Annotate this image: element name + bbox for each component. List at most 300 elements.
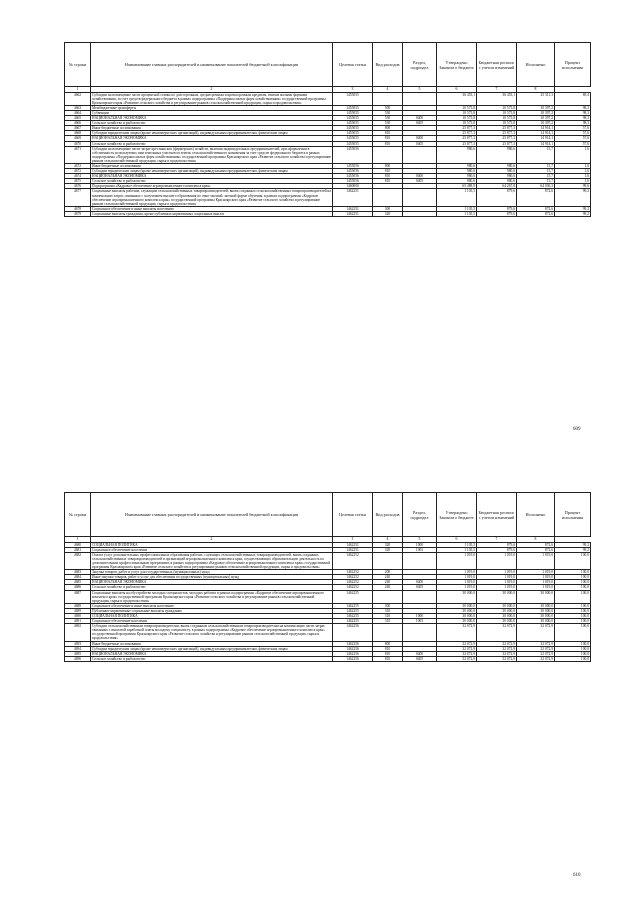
section-cell: 0400 xyxy=(403,136,437,141)
expense-type-cell: 810 xyxy=(373,136,403,141)
executed-cell: 32 072,9 xyxy=(517,651,555,656)
approved-cell: 10 575,8 xyxy=(437,110,477,115)
header-cell: Раздел, подраздел xyxy=(403,43,437,87)
target-article-cell: 1462251 xyxy=(333,189,373,206)
target-article-cell: 1455055 xyxy=(333,131,373,136)
approved-cell: 32 072,9 xyxy=(437,624,477,641)
budget-schedule-cell: 10 575,8 xyxy=(477,116,517,121)
index-cell: 3 xyxy=(333,537,373,543)
executed-cell: 14 914,1 xyxy=(517,136,555,141)
budget-schedule-cell: 36 453,1 xyxy=(477,92,517,105)
percent-cell: 100,0 xyxy=(555,590,591,603)
percent-cell: 1,6 xyxy=(555,169,591,174)
expense-type-cell: 800 xyxy=(373,126,403,131)
header-cell: Наименование главных распорядителей и наименование показателей бюджетной классификации xyxy=(91,43,333,87)
percent-cell: 100,0 xyxy=(555,608,591,613)
expense-type-cell: 320 xyxy=(373,547,403,552)
executed-cell: 30 000,0 xyxy=(517,608,555,613)
percent-cell: 57,6 xyxy=(555,141,591,146)
section-cell: 0405 xyxy=(403,656,437,661)
row-number-cell: 4668 xyxy=(65,131,91,136)
target-article-cell: 1462255 xyxy=(333,608,373,613)
index-cell: 8 xyxy=(517,537,555,543)
executed-cell: 1 019,0 xyxy=(517,552,555,569)
row-number-cell: 4693 xyxy=(65,641,91,646)
row-number-cell: 4665 xyxy=(65,116,91,121)
percent-cell: 100,0 xyxy=(555,552,591,569)
percent-cell: 98,3 xyxy=(555,105,591,110)
row-name-cell: Иные бюджетные ассигнования xyxy=(91,641,333,646)
approved-cell: 1 105,5 xyxy=(437,547,477,552)
percent-cell: 100,0 xyxy=(555,570,591,575)
budget-schedule-cell: 10 575,8 xyxy=(477,105,517,110)
executed-cell: 1 019,0 xyxy=(517,570,555,575)
expense-type-cell: 810 xyxy=(373,174,403,179)
executed-cell: 872,6 xyxy=(517,206,555,211)
header-cell: Наименование главных распорядителей и наименование показателей бюджетной классификации xyxy=(91,493,333,537)
header-cell: Целевая статья xyxy=(333,43,373,87)
page-number: 610 xyxy=(573,873,581,878)
executed-cell: 30 000,0 xyxy=(517,619,555,624)
approved-cell: 30 000,0 xyxy=(437,603,477,608)
row-number-cell: 4666 xyxy=(65,121,91,126)
expense-type-cell xyxy=(373,146,403,163)
percent-cell: 100,0 xyxy=(555,575,591,580)
budget-schedule-cell: 32 072,9 xyxy=(477,646,517,651)
section-cell xyxy=(403,590,437,603)
percent-cell: 100,0 xyxy=(555,603,591,608)
budget-schedule-cell: 980,6 xyxy=(477,164,517,169)
row-number-cell: 4679 xyxy=(65,211,91,216)
target-article-cell: 1455055 xyxy=(333,92,373,105)
target-article-cell: 1462252 xyxy=(333,585,373,590)
expense-type-cell: 530 xyxy=(373,116,403,121)
target-article-cell: 1455056 xyxy=(333,169,373,174)
row-name-cell: Субсидии на возмещение части процентной ставки по долгосрочным, среднесрочным и краткосрочным кредитам, взятым малыми формами хозяйствования, за счет средств федерального бюджета в рамках подпрограммы «Поддержка малых форм хозяйствования» государственной программы Красноярского края «Развитие сельского хозяйства и регулирование рынков сельскохозяйственной продукции, сырья и продовольствия» xyxy=(91,92,333,105)
row-number-cell: 4675 xyxy=(65,179,91,184)
executed-cell: 32 072,9 xyxy=(517,646,555,651)
row-number-cell: 4687 xyxy=(65,590,91,603)
expense-type-cell xyxy=(373,189,403,206)
executed-cell: 15,7 xyxy=(517,174,555,179)
executed-cell: 30 000,0 xyxy=(517,614,555,619)
executed-cell: 872,6 xyxy=(517,189,555,206)
table-row xyxy=(65,189,591,206)
approved-cell: 25 877,3 xyxy=(437,136,477,141)
approved-cell: 30 000,0 xyxy=(437,590,477,603)
row-number-cell: 4694 xyxy=(65,646,91,651)
table-row xyxy=(65,590,591,603)
row-number-cell: 4678 xyxy=(65,206,91,211)
approved-cell: 1 105,5 xyxy=(437,189,477,206)
target-article-cell: 1462256 xyxy=(333,646,373,651)
approved-cell: 1 105,5 xyxy=(437,211,477,216)
target-article-cell: 1455055 xyxy=(333,116,373,121)
approved-cell: 30 000,0 xyxy=(437,619,477,624)
executed-cell: 872,6 xyxy=(517,547,555,552)
expense-type-cell: 810 xyxy=(373,646,403,651)
approved-cell: 32 072,9 xyxy=(437,646,477,651)
table-row xyxy=(65,92,591,105)
percent-cell: 57,6 xyxy=(555,131,591,136)
target-article-cell: 1462252 xyxy=(333,575,373,580)
executed-cell: 15,7 xyxy=(517,146,555,163)
row-number-cell: 4686 xyxy=(65,585,91,590)
target-article-cell: 1462256 xyxy=(333,624,373,641)
expense-type-cell xyxy=(373,552,403,569)
row-name-cell: Оплата услуг дополнительных профессиональных образования рабочих, служащих сельскохозяйственных товаропроизводителей, вновь созданных сельскохозяйственных товаропроизводителей и организаций агропромышленного комплекса края, осуществляющих образовательную деятельность по дополнительным профессиональным программам, в рамках подпрограммы «Кадровое обеспечение агропромышленного комплекса края» государственной программы Красноярского края «Развитие сельского хозяйства и регулирование рынков сельскохозяйственной продукции, сырья и продовольствия» xyxy=(91,552,333,569)
header-cell: Раздел, подраздел xyxy=(403,493,437,537)
target-article-cell: 1455055 xyxy=(333,126,373,131)
row-name-cell: Субсидии юридическим лицам (кроме некоммерческих организаций), индивидуальным предпринимателям, физическим лицам xyxy=(91,646,333,651)
percent-cell: 98,3 xyxy=(555,110,591,115)
section-cell xyxy=(403,189,437,206)
row-name-cell: Субсидии на возмещение части затрат крестьянских (фермерских) хозяйств, включая индивидуальных предпринимателей, при оформлении в собственность используемых ими земельных участков из земель сельскохозяйственного назначения за счет средств федерального бюджета в рамках подпрограммы «Поддержка малых форм хозяйствования» государственной программы Красноярского края «Развитие сельского хозяйства и регулирование рынков сельскохозяйственной продукции, сырья и продовольствия» xyxy=(92,146,332,163)
row-number-cell: 4664 xyxy=(65,110,91,115)
target-article-cell: 1462251 xyxy=(333,547,373,552)
executed-cell: 14 914,1 xyxy=(517,141,555,146)
target-article-cell: 1455056 xyxy=(333,174,373,179)
row-name-cell: Социальное обеспечение населения xyxy=(91,547,333,552)
approved-cell: 25 877,3 xyxy=(437,131,477,136)
row-number-cell: 4673 xyxy=(65,169,91,174)
index-cell: 5 xyxy=(403,87,437,93)
budget-schedule-cell: 980,6 xyxy=(477,169,517,174)
header-cell: № строки xyxy=(65,493,91,537)
budget-schedule-cell: 879,6 xyxy=(477,547,517,552)
row-number-cell: 4676 xyxy=(65,184,91,189)
percent-cell: 100,0 xyxy=(555,651,591,656)
row-name-cell: Социальные выплаты на обустройство молодых специалистов, молодых рабочих в рамках подпрограммы «Кадровое обеспечение агропромышленного комплекса края» государственной программы Красноярского края «Развитие сельского хозяйства и регулирование рынков сельскохозяйственной продукции, сырья и продовольствия» xyxy=(91,590,333,603)
section-cell: 0405 xyxy=(403,585,437,590)
section-cell xyxy=(403,211,437,216)
expense-type-cell: 810 xyxy=(373,131,403,136)
approved-cell: 30 000,0 xyxy=(437,608,477,613)
executed-cell: 1 019,0 xyxy=(517,575,555,580)
expense-type-cell: 300 xyxy=(373,206,403,211)
row-name-cell: НАЦИОНАЛЬНАЯ ЭКОНОМИКА xyxy=(91,116,333,121)
target-article-cell: 1455056 xyxy=(333,164,373,169)
expense-type-cell: 810 xyxy=(373,169,403,174)
expense-type-cell: 320 xyxy=(373,211,403,216)
approved-cell: 1 019,0 xyxy=(437,570,477,575)
approved-cell: 32 072,9 xyxy=(437,656,477,661)
percent-cell: 1,6 xyxy=(555,179,591,184)
executed-cell: 15,7 xyxy=(517,164,555,169)
budget-schedule-cell: 30 000,0 xyxy=(477,603,517,608)
budget-schedule-cell: 1 019,0 xyxy=(477,580,517,585)
executed-cell: 32 072,9 xyxy=(517,656,555,661)
index-cell: 3 xyxy=(333,87,373,93)
row-number-cell: 4684 xyxy=(65,575,91,580)
approved-cell: 10 575,8 xyxy=(437,121,477,126)
approved-cell: 980,6 xyxy=(437,146,477,163)
header-cell: Бюджетная роспись с учетом изменений xyxy=(477,43,517,87)
row-number-cell: 4688 xyxy=(65,603,91,608)
table-body xyxy=(65,92,591,216)
approved-cell: 1 019,0 xyxy=(437,585,477,590)
target-article-cell: 1462256 xyxy=(333,656,373,661)
row-name-cell: Социальное обеспечение населения xyxy=(91,619,333,624)
percent-cell: 99,2 xyxy=(555,547,591,552)
index-cell: 7 xyxy=(477,537,517,543)
row-number-cell: 4689 xyxy=(65,608,91,613)
expense-type-cell: 300 xyxy=(373,603,403,608)
budget-schedule-cell: 30 000,0 xyxy=(477,590,517,603)
row-number-cell: 4695 xyxy=(65,651,91,656)
budget-schedule-cell: 25 877,3 xyxy=(477,131,517,136)
expense-type-cell: 810 xyxy=(373,179,403,184)
percent-cell: 99,2 xyxy=(555,542,591,547)
row-name-cell: Закупка товаров, работ и услуг для государственных (муниципальных) нужд xyxy=(91,570,333,575)
table-row xyxy=(65,656,591,661)
header-cell: Исполнено xyxy=(517,43,555,87)
approved-cell: 980,6 xyxy=(437,169,477,174)
percent-cell: 98,3 xyxy=(555,121,591,126)
row-number-cell: 4667 xyxy=(65,126,91,131)
budget-schedule-cell: 32 072,9 xyxy=(477,624,517,641)
section-cell: 0400 xyxy=(403,651,437,656)
section-cell xyxy=(403,146,437,163)
budget-schedule-cell: 1 019,0 xyxy=(477,552,517,569)
expense-type-cell: 240 xyxy=(373,575,403,580)
target-article-cell: 1462255 xyxy=(333,614,373,619)
index-cell: 4 xyxy=(373,87,403,93)
executed-cell: 25 311,3 xyxy=(517,92,555,105)
percent-cell: 57,6 xyxy=(555,126,591,131)
executed-cell: 32 072,9 xyxy=(517,641,555,646)
row-number-cell: 4670 xyxy=(65,141,91,146)
expense-type-cell: 310 xyxy=(373,608,403,613)
index-cell: 6 xyxy=(437,87,477,93)
approved-cell: 32 072,9 xyxy=(437,641,477,646)
approved-cell: 10 575,8 xyxy=(437,116,477,121)
target-article-cell: 1460000 xyxy=(333,184,373,189)
expense-type-cell xyxy=(373,92,403,105)
table-row xyxy=(65,624,591,641)
header-cell: Утверждено Законом о бюджете xyxy=(437,43,477,87)
executed-cell: 1 019,0 xyxy=(517,585,555,590)
approved-cell: 25 877,3 xyxy=(437,141,477,146)
budget-schedule-cell: 980,6 xyxy=(477,174,517,179)
executed-cell: 10 397,2 xyxy=(517,105,555,110)
row-name-cell: НАЦИОНАЛЬНАЯ ЭКОНОМИКА xyxy=(91,174,333,179)
expense-type-cell: 240 xyxy=(373,585,403,590)
section-cell: 1003 xyxy=(403,619,437,624)
row-name-cell: Сельское хозяйство и рыболовство xyxy=(91,585,333,590)
row-number-cell: 4662 xyxy=(65,92,91,105)
row-name-cell: Социальное обеспечение и иные выплаты населению xyxy=(91,206,333,211)
target-article-cell: 1462251 xyxy=(333,542,373,547)
expense-type-cell: 530 xyxy=(373,121,403,126)
percent-cell: 100,0 xyxy=(555,585,591,590)
row-name-cell: Иные бюджетные ассигнования xyxy=(91,126,333,131)
expense-type-cell: 800 xyxy=(373,164,403,169)
row-number-cell: 4663 xyxy=(65,105,91,110)
budget-schedule-cell: 32 072,9 xyxy=(477,656,517,661)
header-row xyxy=(65,493,591,537)
approved-cell: 1 019,0 xyxy=(437,552,477,569)
row-name-cell: НАЦИОНАЛЬНАЯ ЭКОНОМИКА xyxy=(91,651,333,656)
target-article-cell: 1462255 xyxy=(333,619,373,624)
section-cell: 0405 xyxy=(403,179,437,184)
expense-type-cell: 310 xyxy=(373,619,403,624)
approved-cell: 1 105,5 xyxy=(437,206,477,211)
index-cell: 4 xyxy=(373,537,403,543)
percent-cell: 100,0 xyxy=(555,614,591,619)
table-body xyxy=(65,542,591,661)
row-number-cell: 4677 xyxy=(65,189,91,206)
budget-schedule-cell: 10 575,8 xyxy=(477,110,517,115)
row-name-cell: НАЦИОНАЛЬНАЯ ЭКОНОМИКА xyxy=(91,580,333,585)
expense-type-cell: 810 xyxy=(373,656,403,661)
index-cell: 2 xyxy=(91,87,333,93)
row-number-cell: 4692 xyxy=(65,624,91,641)
percent-cell: 100,0 xyxy=(555,624,591,641)
executed-cell: 15,7 xyxy=(517,169,555,174)
section-cell: 1003 xyxy=(403,547,437,552)
percent-cell: 100,0 xyxy=(555,580,591,585)
percent-cell: 98,3 xyxy=(555,116,591,121)
header-cell: Бюджетная роспись с учетом изменений xyxy=(477,493,517,537)
target-article-cell: 1462252 xyxy=(333,570,373,575)
budget-schedule-cell: 980,6 xyxy=(477,146,517,163)
target-article-cell: 1455056 xyxy=(333,146,373,163)
section-cell xyxy=(403,624,437,641)
budget-schedule-cell: 879,6 xyxy=(477,542,517,547)
row-name-cell: Межбюджетные трансферты xyxy=(91,105,333,110)
approved-cell: 1 019,0 xyxy=(437,575,477,580)
executed-cell: 872,6 xyxy=(517,542,555,547)
index-cell: 5 xyxy=(403,537,437,543)
budget-schedule-cell: 64 267,8 xyxy=(477,184,517,189)
target-article-cell: 1455056 xyxy=(333,179,373,184)
budget-schedule-cell: 1 019,0 xyxy=(477,575,517,580)
budget-schedule-cell: 1 019,0 xyxy=(477,570,517,575)
row-name-cell: Публичные нормативные социальные выплаты гражданам xyxy=(91,608,333,613)
target-article-cell: 1455055 xyxy=(333,121,373,126)
target-article-cell: 1462256 xyxy=(333,641,373,646)
row-name-cell: Иные бюджетные ассигнования xyxy=(91,164,333,169)
percent-cell: 99,6 xyxy=(555,184,591,189)
expense-type-cell: 810 xyxy=(373,141,403,146)
row-name-cell: СОЦИАЛЬНАЯ ПОЛИТИКА xyxy=(91,542,333,547)
row-name-cell: Субсидии сельскохозяйственным товаропроизводителям, вновь созданным сельскохозяйственным товаропроизводителям на компенсацию части затрат, связанных с выплатой заработной платы молодому специалисту, в рамках подпрограммы «Кадровое обеспечение агропромышленного комплекса края» государственной программы Красноярского края «Развитие сельского хозяйства и регулирование рынков сельскохозяйственной продукции, сырья и продовольствия» xyxy=(91,624,333,641)
page-number: 609 xyxy=(573,427,581,432)
header-cell: Вид расходов xyxy=(373,43,403,87)
row-name-cell: Сельское хозяйство и рыболовство xyxy=(91,179,333,184)
index-cell: 8 xyxy=(517,87,555,93)
budget-schedule-cell: 1 019,0 xyxy=(477,585,517,590)
table-row xyxy=(65,211,591,216)
section-cell xyxy=(403,552,437,569)
section-cell xyxy=(403,92,437,105)
row-name-cell: Субсидии юридическим лицам (кроме некоммерческих организаций), индивидуальным предпринимателям, физическим лицам xyxy=(91,169,333,174)
budget-schedule-cell: 879,6 xyxy=(477,206,517,211)
table-row xyxy=(65,552,591,569)
percent-cell: 99,2 xyxy=(555,206,591,211)
percent-cell: 69,4 xyxy=(555,92,591,105)
row-number-cell: 4671 xyxy=(65,146,91,163)
index-cell: 7 xyxy=(477,87,517,93)
section-cell: 0400 xyxy=(403,580,437,585)
executed-cell: 10 397,2 xyxy=(517,121,555,126)
approved-cell: 65 488,9 xyxy=(437,184,477,189)
budget-table-page-610 xyxy=(64,492,591,662)
approved-cell: 980,6 xyxy=(437,174,477,179)
table-row xyxy=(65,146,591,163)
percent-cell: 100,0 xyxy=(555,619,591,624)
expense-type-cell: 530 xyxy=(373,110,403,115)
row-name-cell: Подпрограмма «Кадровое обеспечение агропромышленного комплекса края» xyxy=(91,184,333,189)
row-number-cell: 4682 xyxy=(65,552,91,569)
target-article-cell: 1462255 xyxy=(333,603,373,608)
executed-cell: 32 072,9 xyxy=(517,624,555,641)
budget-schedule-cell: 32 072,9 xyxy=(477,651,517,656)
executed-cell: 30 000,0 xyxy=(517,603,555,608)
percent-cell: 1,6 xyxy=(555,174,591,179)
section-cell: 1000 xyxy=(403,614,437,619)
section-cell: 0405 xyxy=(403,141,437,146)
expense-type-cell: 320 xyxy=(373,542,403,547)
row-number-cell: 4690 xyxy=(65,614,91,619)
executed-cell: 30 000,0 xyxy=(517,590,555,603)
header-cell: Утверждено Законом о бюджете xyxy=(437,493,477,537)
executed-cell: 14 914,1 xyxy=(517,131,555,136)
percent-cell: 99,2 xyxy=(555,211,591,216)
row-number-cell: 4674 xyxy=(65,174,91,179)
section-cell: 0405 xyxy=(403,121,437,126)
approved-cell: 25 877,3 xyxy=(437,126,477,131)
expense-type-cell xyxy=(373,590,403,603)
budget-schedule-cell: 25 877,3 xyxy=(477,126,517,131)
row-number-cell: 4672 xyxy=(65,164,91,169)
target-article-cell: 1462251 xyxy=(333,206,373,211)
row-number-cell: 4691 xyxy=(65,619,91,624)
expense-type-cell: 800 xyxy=(373,641,403,646)
row-number-cell: 4683 xyxy=(65,570,91,575)
budget-schedule-cell: 980,6 xyxy=(477,179,517,184)
row-name-cell: Сельское хозяйство и рыболовство xyxy=(91,656,333,661)
expense-type-cell: 310 xyxy=(373,614,403,619)
row-name-cell: Социальное обеспечение и иные выплаты населению xyxy=(91,603,333,608)
budget-schedule-cell: 879,6 xyxy=(477,211,517,216)
approved-cell: 1 105,5 xyxy=(437,542,477,547)
row-name-cell: Иные закупки товаров, работ и услуг для обеспечения государственных (муниципальных) нужд xyxy=(91,575,333,580)
row-name-cell: НАЦИОНАЛЬНАЯ ЭКОНОМИКА xyxy=(91,136,333,141)
executed-cell: 10 397,2 xyxy=(517,116,555,121)
approved-cell: 980,6 xyxy=(437,179,477,184)
percent-cell: 57,6 xyxy=(555,136,591,141)
budget-schedule-cell: 25 877,3 xyxy=(477,136,517,141)
target-article-cell: 1455055 xyxy=(333,141,373,146)
approved-cell: 36 453,1 xyxy=(437,92,477,105)
header-cell: Вид расходов xyxy=(373,493,403,537)
executed-cell: 14 914,1 xyxy=(517,126,555,131)
expense-type-cell: 200 xyxy=(373,570,403,575)
budget-schedule-cell: 25 877,3 xyxy=(477,141,517,146)
budget-schedule-cell: 30 000,0 xyxy=(477,619,517,624)
target-article-cell: 1455055 xyxy=(333,110,373,115)
expense-type-cell: 500 xyxy=(373,105,403,110)
header-cell: Исполнено xyxy=(517,493,555,537)
target-article-cell: 1455055 xyxy=(333,105,373,110)
row-number-cell: 4669 xyxy=(65,136,91,141)
index-cell: 2 xyxy=(91,537,333,543)
target-article-cell: 1462251 xyxy=(333,211,373,216)
row-name-cell: Социальные выплаты рабочим, служащим сельскохозяйственных товаропроизводителей, вновь созданных сельскохозяйственных товаропроизводителей на компенсацию затрат, связанных с получением высшего образования по очно-заочной, заочной форме обучения, в рамках подпрограммы «Кадровое обеспечение агропромышленного комплекса края» государственной программы Красноярского края «Развитие сельского хозяйства и регулирование рынков сельскохозяйственной продукции, сырья и продовольствия» xyxy=(92,189,331,206)
index-cell: 1 xyxy=(65,87,91,93)
